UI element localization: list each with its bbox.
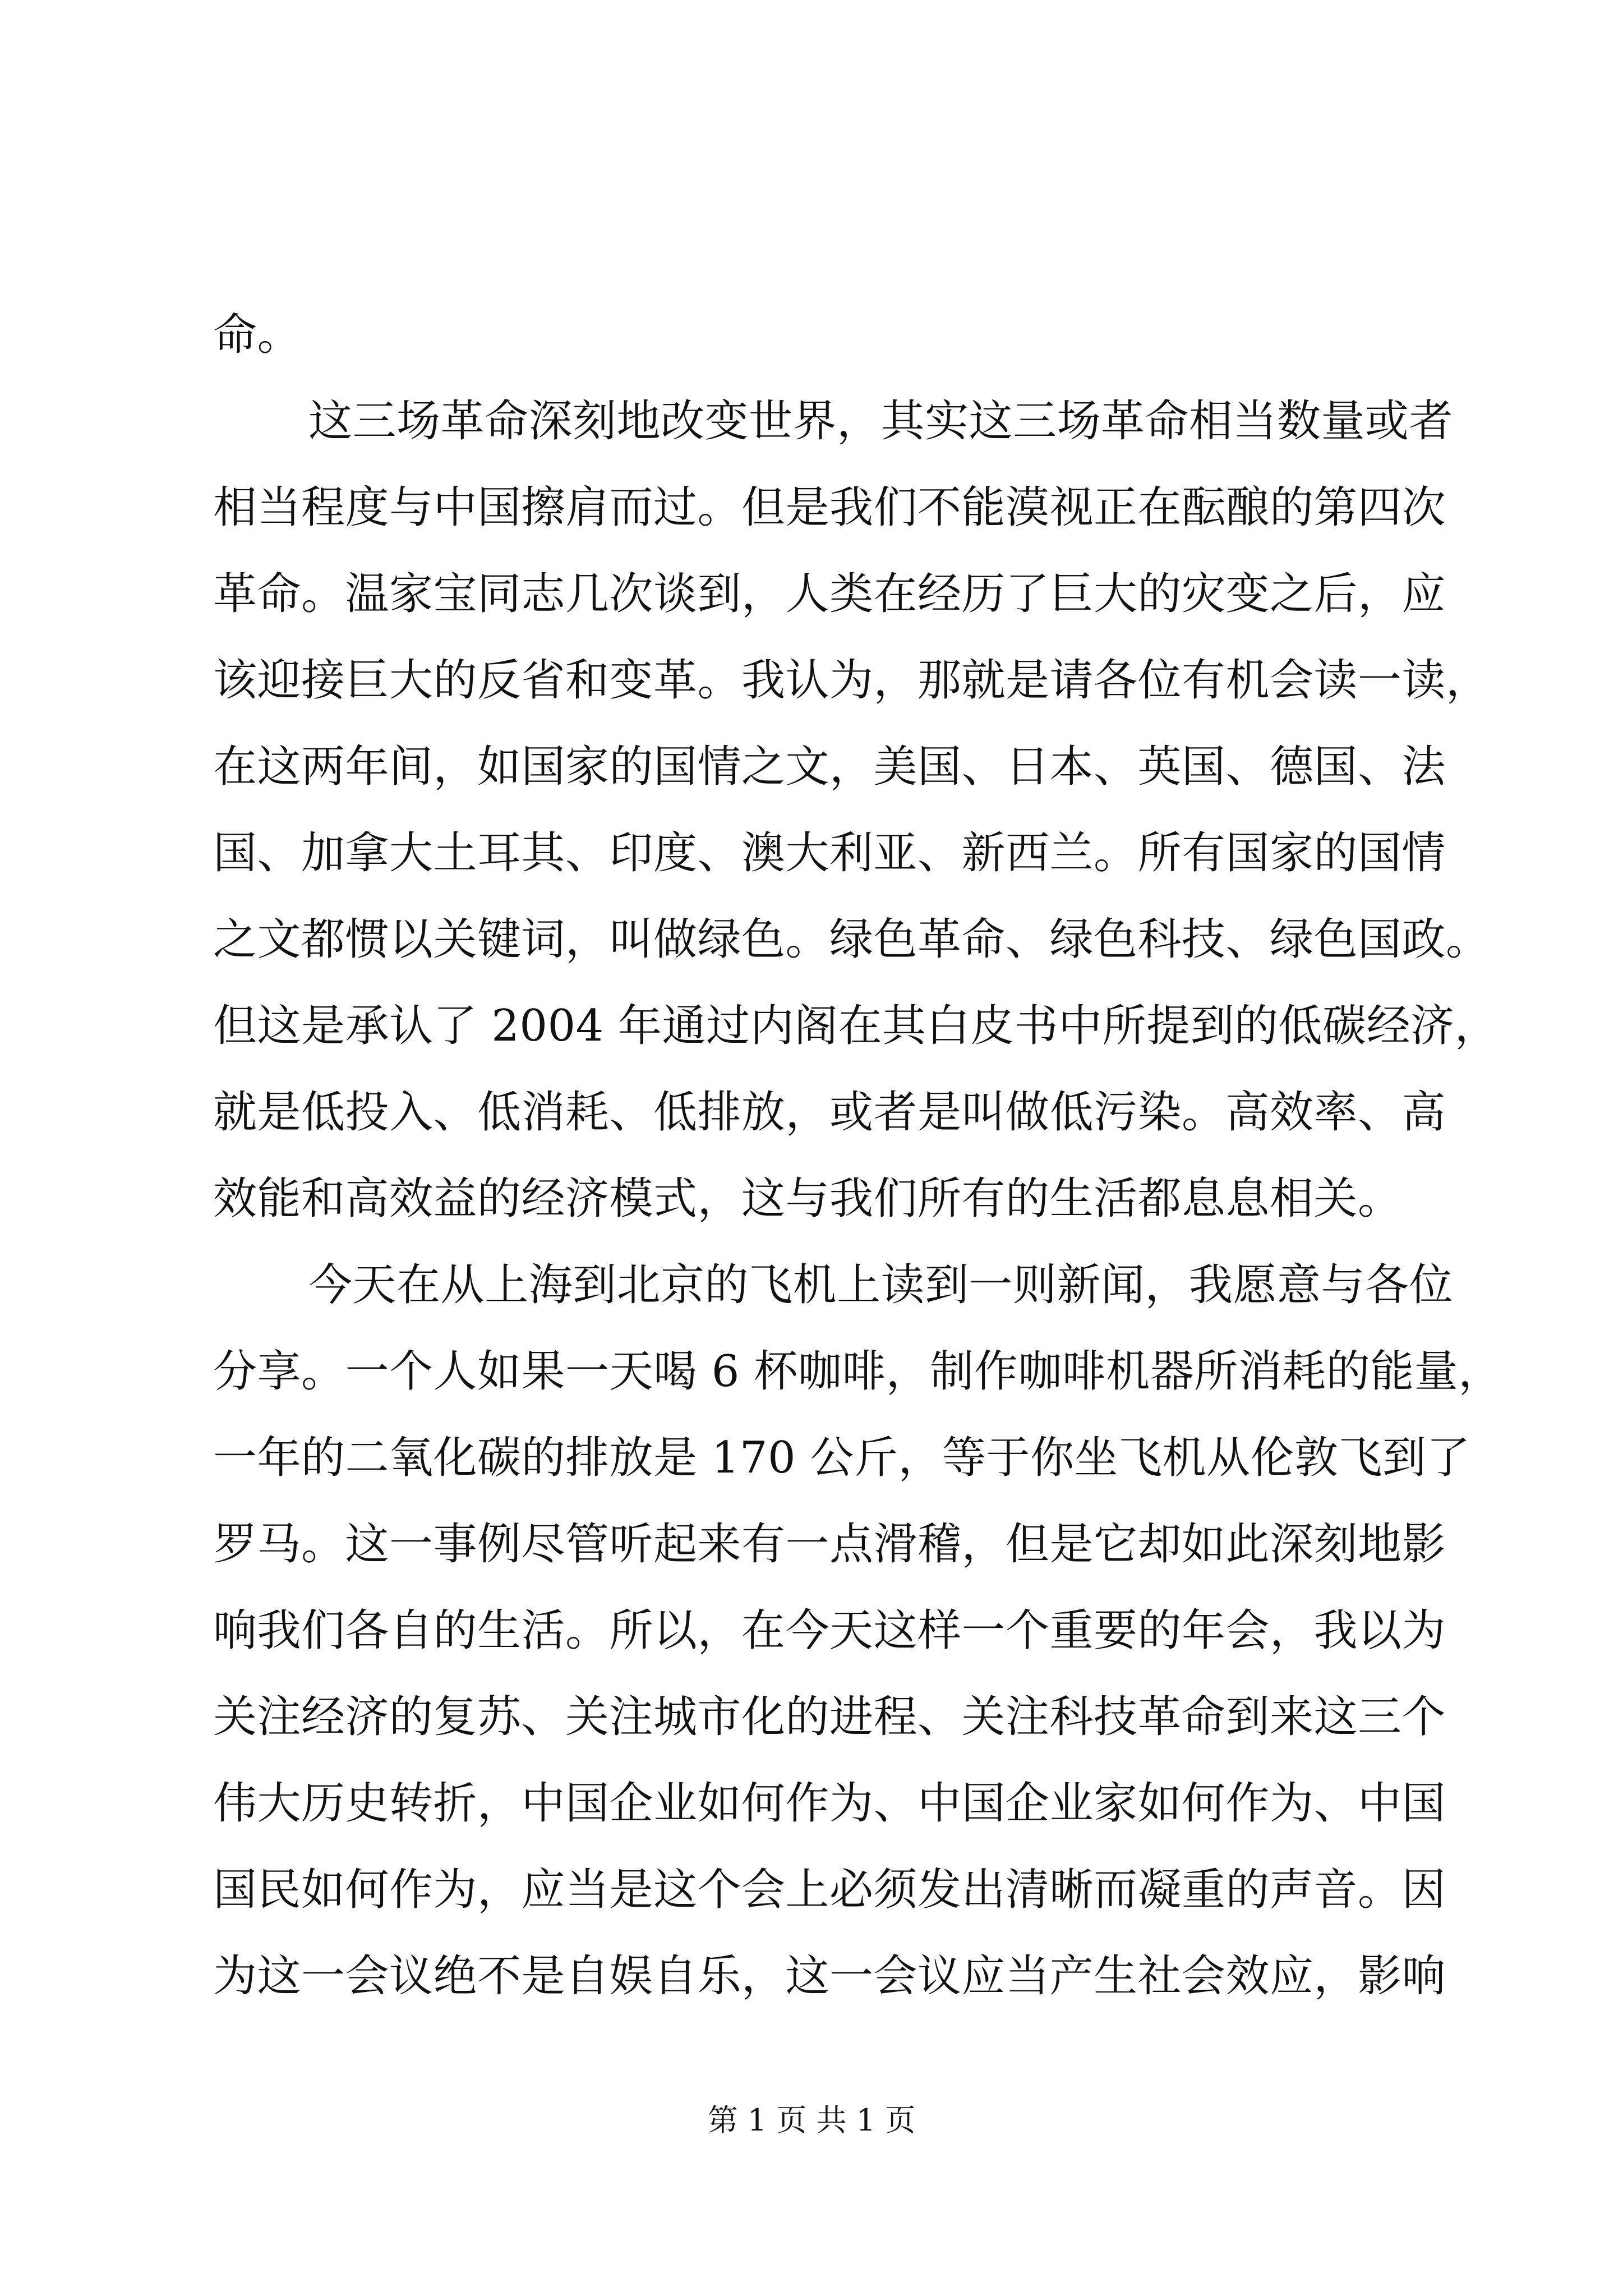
text-line-5: 该迎接巨大的反省和变革。我认为，那就是请各位有机会读一读， <box>213 655 1490 706</box>
text-line-14: 一年的二氧化碳的排放是 170 公斤，等于你坐飞机从伦敦飞到了 <box>213 1433 1470 1483</box>
text-line-15: 罗马。这一事例尽管听起来有一点滑稽，但是它却如此深刻地影 <box>213 1519 1446 1570</box>
text-line-10: 就是低投入、低消耗、低排放，或者是叫做低污染。高效率、高 <box>213 1087 1446 1138</box>
text-line-8: 之文都惯以关键词，叫做绿色。绿色革命、绿色科技、绿色国政。 <box>213 914 1490 965</box>
text-line-6: 在这两年间，如国家的国情之文，美国、日本、英国、德国、法 <box>213 742 1446 792</box>
text-line-16: 响我们各自的生活。所以，在今天这样一个重要的年会，我以为 <box>213 1605 1446 1656</box>
text-line-13: 分享。一个人如果一天喝 6 杯咖啡，制作咖啡机器所消耗的能量， <box>213 1346 1502 1397</box>
text-line-18: 伟大历史转折，中国企业如何作为、中国企业家如何作为、中国 <box>213 1778 1446 1829</box>
text-line-2: 这三场革命深刻地改变世界，其实这三场革命相当数量或者 <box>308 396 1454 447</box>
text-line-7: 国、加拿大土耳其、印度、澳大利亚、新西兰。所有国家的国情 <box>213 828 1446 878</box>
text-line-11: 效能和高效益的经济模式，这与我们所有的生活都息息相关。 <box>213 1174 1402 1224</box>
text-line-12: 今天在从上海到北京的飞机上读到一则新闻，我愿意与各位 <box>308 1260 1454 1310</box>
text-line-9: 但这是承认了 2004 年通过内阁在其白皮书中所提到的低碳经济， <box>213 1001 1499 1051</box>
text-line-3: 相当程度与中国擦肩而过。但是我们不能漠视正在酝酿的第四次 <box>213 482 1446 533</box>
text-line-4: 革命。温家宝同志几次谈到，人类在经历了巨大的灾变之后，应 <box>213 569 1446 619</box>
page-number-footer: 第 1 页 共 1 页 <box>707 2102 916 2138</box>
text-line-19: 国民如何作为，应当是这个会上必须发出清晰而凝重的声音。因 <box>213 1865 1446 1915</box>
text-line-20: 为这一会议绝不是自娱自乐，这一会议应当产生社会效应，影响 <box>213 1951 1446 2001</box>
text-line-1: 命。 <box>213 310 302 360</box>
document-body <box>213 292 1502 2019</box>
text-line-17: 关注经济的复苏、关注城市化的进程、关注科技革命到来这三个 <box>213 1692 1446 1742</box>
